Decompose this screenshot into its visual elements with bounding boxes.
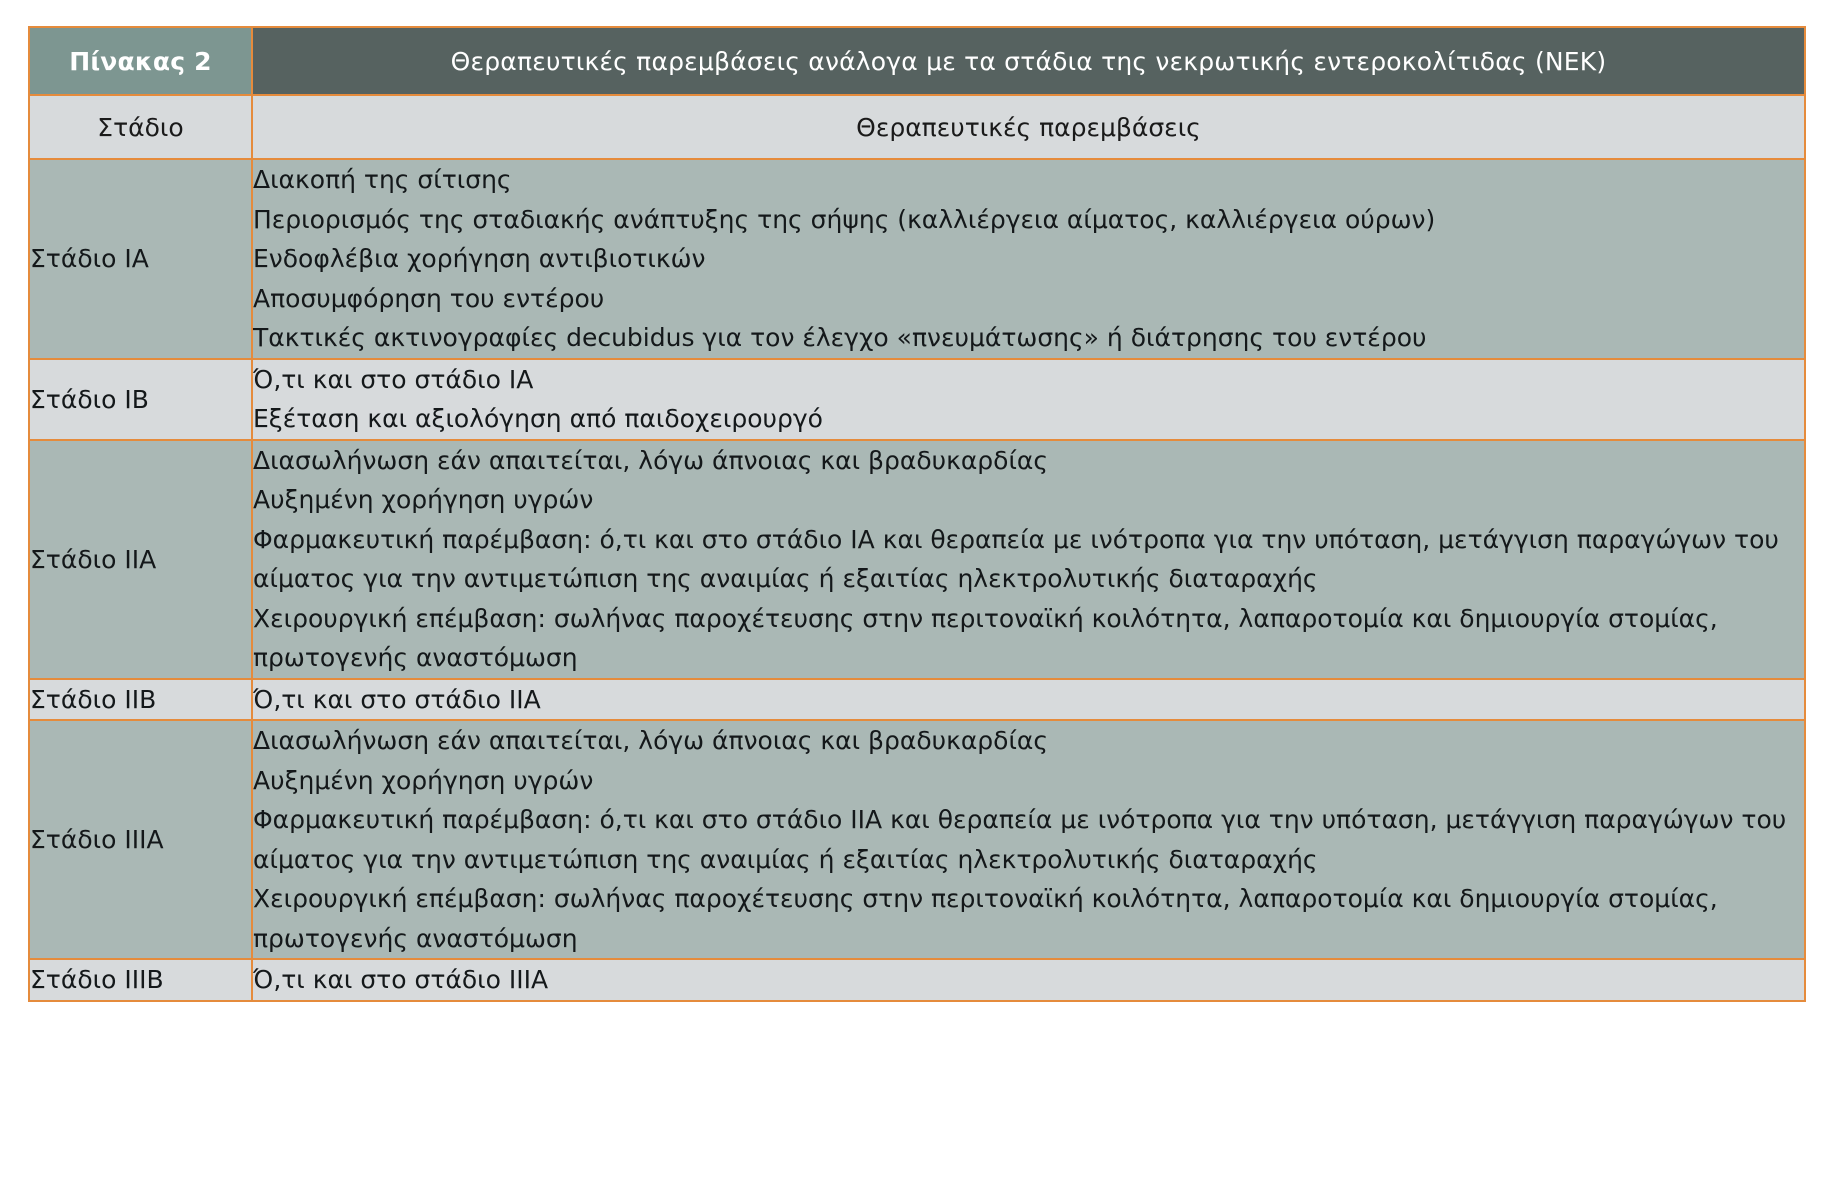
- intervention-line: Χειρουργική επέμβαση: σωλήνας παροχέτευσης στην περιτοναϊκή κοιλότητα, λαπαροτομία και δημιουργία στομίας, πρωτογενής αναστόμωση: [253, 884, 1718, 953]
- stage-cell: Στάδιο ΙΙΑ: [29, 440, 252, 679]
- intervention-line: Τακτικές ακτινογραφίες decubidus για τον έλεγχο «πνευμάτωσης» ή διάτρησης του εντέρου: [253, 323, 1427, 352]
- table-row: [29, 679, 1805, 721]
- interventions-cell: [252, 679, 1805, 721]
- table-body: [29, 27, 1805, 1001]
- table-row: [29, 440, 1805, 679]
- intervention-line: Περιορισμός της σταδιακής ανάπτυξης της σήψης (καλλιέργεια αίματος, καλλιέργεια ούρων): [253, 204, 1436, 234]
- intervention-line: Φαρμακευτική παρέμβαση: ό,τι και στο στάδιο ΙΙΑ και θεραπεία με ινότροπα για την υπόταση, μετάγγιση παραγώγων του αίματος για την αντιμετώπιση της αναιμίας ή εξαιτίας ηλεκτρολυτικής διαταραχής: [253, 805, 1787, 874]
- intervention-line: Ό,τι και στο στάδιο ΙΑ: [253, 364, 534, 394]
- intervention-line: Αυξημένη χορήγηση υγρών: [253, 485, 594, 514]
- intervention-line: Διακοπή της σίτισης: [253, 165, 512, 194]
- nec-treatment-table: [28, 26, 1806, 1002]
- table-row: [29, 959, 1805, 1001]
- interventions-cell: [252, 959, 1805, 1001]
- intervention-line: Χειρουργική επέμβαση: σωλήνας παροχέτευσης στην περιτοναϊκή κοιλότητα, λαπαροτομία και δημιουργία στομίας, πρωτογενής αναστόμωση: [253, 603, 1718, 672]
- intervention-line: Εξέταση και αξιολόγηση από παιδοχειρουργό: [253, 404, 823, 433]
- table-column-header-row: [29, 95, 1805, 159]
- stage-cell: Στάδιο ΙΒ: [29, 359, 252, 440]
- stage-cell: Στάδιο ΙΑ: [29, 159, 252, 359]
- interventions-cell: [252, 720, 1805, 959]
- intervention-line: Ενδοφλέβια χορήγηση αντιβιοτικών: [253, 244, 706, 273]
- stage-cell: Στάδιο ΙΙΒ: [29, 679, 252, 721]
- table-title: Θεραπευτικές παρεμβάσεις ανάλογα με τα στάδια της νεκρωτικής εντεροκολίτιδας (ΝΕΚ): [252, 27, 1805, 95]
- nec-table-container: [28, 26, 1806, 1002]
- intervention-line: Ό,τι και στο στάδιο ΙΙΑ: [253, 684, 541, 714]
- intervention-line: Φαρμακευτική παρέμβαση: ό,τι και στο στάδιο ΙΑ και θεραπεία με ινότροπα για την υπόταση, μετάγγιση παραγώγων του αίματος για την αντιμετώπιση της αναιμίας ή εξαιτίας ηλεκτρολυτικής διαταραχής: [253, 524, 1779, 593]
- table-title-row: [29, 27, 1805, 95]
- table-row: [29, 359, 1805, 440]
- column-header-stage: Στάδιο: [29, 95, 252, 159]
- stage-cell: Στάδιο ΙΙΙΒ: [29, 959, 252, 1001]
- table-row: [29, 159, 1805, 359]
- interventions-cell: [252, 359, 1805, 440]
- intervention-line: Ό,τι και στο στάδιο ΙΙΙΑ: [253, 965, 549, 994]
- intervention-line: Διασωλήνωση εάν απαιτείται, λόγω άπνοιας και βραδυκαρδίας: [253, 726, 1049, 755]
- interventions-cell: [252, 159, 1805, 359]
- intervention-line: Αποσυμφόρηση του εντέρου: [253, 283, 605, 313]
- table-row: [29, 720, 1805, 959]
- table-number-label: Πίνακας 2: [29, 27, 252, 95]
- column-header-interventions: Θεραπευτικές παρεμβάσεις: [252, 95, 1805, 159]
- intervention-line: Διασωλήνωση εάν απαιτείται, λόγω άπνοιας και βραδυκαρδίας: [253, 445, 1049, 475]
- intervention-line: Αυξημένη χορήγηση υγρών: [253, 765, 594, 795]
- interventions-cell: [252, 440, 1805, 679]
- stage-cell: Στάδιο ΙΙΙΑ: [29, 720, 252, 959]
